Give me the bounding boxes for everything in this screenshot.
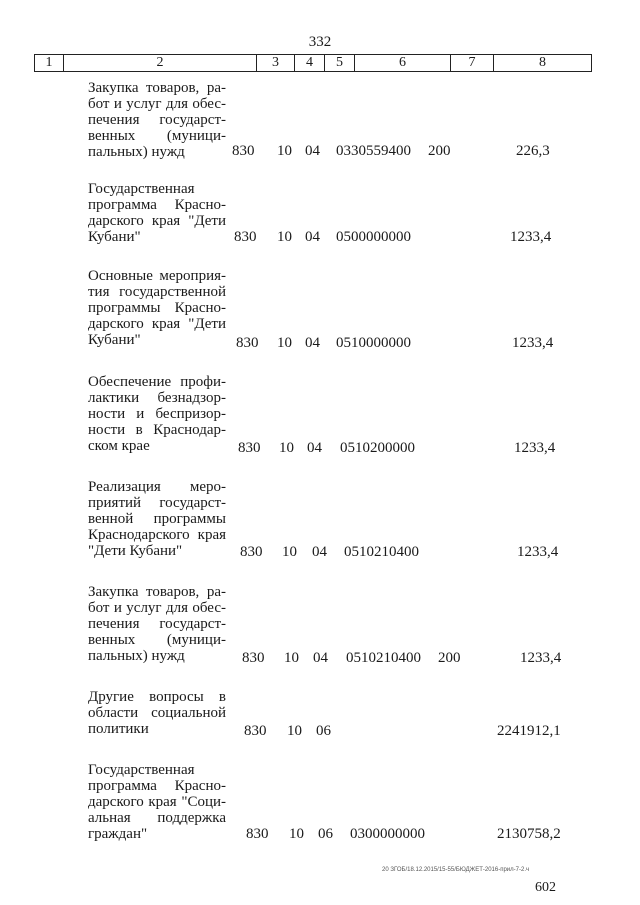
row-item-name-line: Государственная <box>88 181 195 197</box>
header-col-5: 5 <box>324 55 354 71</box>
row-item-name <box>88 181 226 245</box>
header-col-2: 2 <box>63 55 256 71</box>
row-item-name-line: бот и услуг для обес- <box>88 96 226 112</box>
admin-code-cell: 830 <box>232 143 255 159</box>
admin-code-cell: 830 <box>234 229 257 245</box>
row-item-name-line: программы Красно- <box>88 300 226 316</box>
row-item-name-line: Закупка товаров, ра- <box>88 80 226 96</box>
footer-document-code: 20 ЗГОБ/18.12.2015/15-55/БЮДЖЕТ-2016-прил-7-2.ч <box>382 867 530 873</box>
expense-type-cell: 200 <box>428 143 451 159</box>
section-cell: 10 <box>279 440 294 456</box>
row-item-name-line: пальных) нужд <box>88 144 185 160</box>
row-item-name-line: Кубани" <box>88 332 141 348</box>
row-item-name-line: ности в Краснодар- <box>88 422 226 438</box>
subsection-cell: 04 <box>305 335 320 351</box>
header-col-6: 6 <box>354 55 450 71</box>
row-item-name-line: альная поддержка <box>88 810 226 826</box>
row-item-name-line: ском крае <box>88 438 150 454</box>
row-item-name-line: дарского края "Соци- <box>88 794 226 810</box>
amount-cell: 226,3 <box>516 143 550 159</box>
row-item-name-line: венных (муници- <box>88 632 226 648</box>
row-item-name-line: печения государст- <box>88 616 226 632</box>
admin-code-cell: 830 <box>244 723 267 739</box>
page-number-top: 332 <box>308 34 332 50</box>
row-item-name-line: венных (муници- <box>88 128 226 144</box>
row-item-name-line: приятий государст- <box>88 495 226 511</box>
section-cell: 10 <box>277 335 292 351</box>
subsection-cell: 06 <box>318 826 333 842</box>
row-item-name-line: пальных) нужд <box>88 648 185 664</box>
target-article-cell: 0510000000 <box>336 335 411 351</box>
target-article-cell: 0300000000 <box>350 826 425 842</box>
subsection-cell: 04 <box>307 440 322 456</box>
row-item-name-line: печения государст- <box>88 112 226 128</box>
row-item-name-line: Закупка товаров, ра- <box>88 584 226 600</box>
section-cell: 10 <box>277 143 292 159</box>
amount-cell: 2241912,1 <box>497 723 561 739</box>
section-cell: 10 <box>277 229 292 245</box>
amount-cell: 1233,4 <box>512 335 554 351</box>
section-cell: 10 <box>287 723 302 739</box>
header-col-7: 7 <box>450 55 493 71</box>
row-item-name-line: области социальной <box>88 705 226 721</box>
subsection-cell: 04 <box>312 544 327 560</box>
target-article-cell: 0510210400 <box>344 544 419 560</box>
amount-cell: 1233,4 <box>517 544 559 560</box>
admin-code-cell: 830 <box>240 544 263 560</box>
row-item-name-line: программа Красно- <box>88 778 226 794</box>
row-item-name-line: Основные мероприя- <box>88 268 226 284</box>
row-item-name-line: Краснодарского края <box>88 527 226 543</box>
row-item-name-line: программа Красно- <box>88 197 226 213</box>
admin-code-cell: 830 <box>246 826 269 842</box>
row-item-name <box>88 762 226 842</box>
row-item-name-line: Обеспечение профи- <box>88 374 226 390</box>
table-header-row <box>34 54 592 72</box>
row-item-name-line: "Дети Кубани" <box>88 543 183 559</box>
admin-code-cell: 830 <box>236 335 259 351</box>
row-item-name <box>88 268 226 348</box>
row-item-name-line: тия государственной <box>88 284 226 300</box>
admin-code-cell: 830 <box>242 650 265 666</box>
target-article-cell: 0330559400 <box>336 143 411 159</box>
row-item-name <box>88 374 226 454</box>
target-article-cell: 0510200000 <box>340 440 415 456</box>
row-item-name-line: венной программы <box>88 511 226 527</box>
section-cell: 10 <box>284 650 299 666</box>
amount-cell: 1233,4 <box>514 440 556 456</box>
row-item-name-line: Кубани" <box>88 229 141 245</box>
row-item-name-line: ности и беспризор- <box>88 406 226 422</box>
subsection-cell: 04 <box>313 650 328 666</box>
target-article-cell: 0510210400 <box>346 650 421 666</box>
row-item-name <box>88 479 226 559</box>
admin-code-cell: 830 <box>238 440 261 456</box>
row-item-name-line: политики <box>88 721 149 737</box>
subsection-cell: 06 <box>316 723 331 739</box>
row-item-name-line: дарского края "Дети <box>88 213 226 229</box>
amount-cell: 1233,4 <box>510 229 552 245</box>
header-col-3: 3 <box>256 55 294 71</box>
section-cell: 10 <box>289 826 304 842</box>
header-col-1: 1 <box>45 55 53 70</box>
header-col-4: 4 <box>294 55 324 71</box>
amount-cell: 1233,4 <box>520 650 562 666</box>
row-item-name-line: граждан" <box>88 826 148 842</box>
row-item-name <box>88 689 226 737</box>
subsection-cell: 04 <box>305 229 320 245</box>
row-item-name-line: Другие вопросы в <box>88 689 226 705</box>
amount-cell: 2130758,2 <box>497 826 561 842</box>
row-item-name-line: Государственная <box>88 762 195 778</box>
header-col-8: 8 <box>493 55 591 71</box>
row-item-name <box>88 584 226 664</box>
target-article-cell: 0500000000 <box>336 229 411 245</box>
section-cell: 10 <box>282 544 297 560</box>
expense-type-cell: 200 <box>438 650 461 666</box>
subsection-cell: 04 <box>305 143 320 159</box>
row-item-name-line: Реализация меро- <box>88 479 226 495</box>
page-number-bottom: 602 <box>535 880 556 895</box>
row-item-name-line: дарского края "Дети <box>88 316 226 332</box>
row-item-name-line: бот и услуг для обес- <box>88 600 226 616</box>
row-item-name <box>88 80 226 160</box>
row-item-name-line: лактики безнадзор- <box>88 390 226 406</box>
